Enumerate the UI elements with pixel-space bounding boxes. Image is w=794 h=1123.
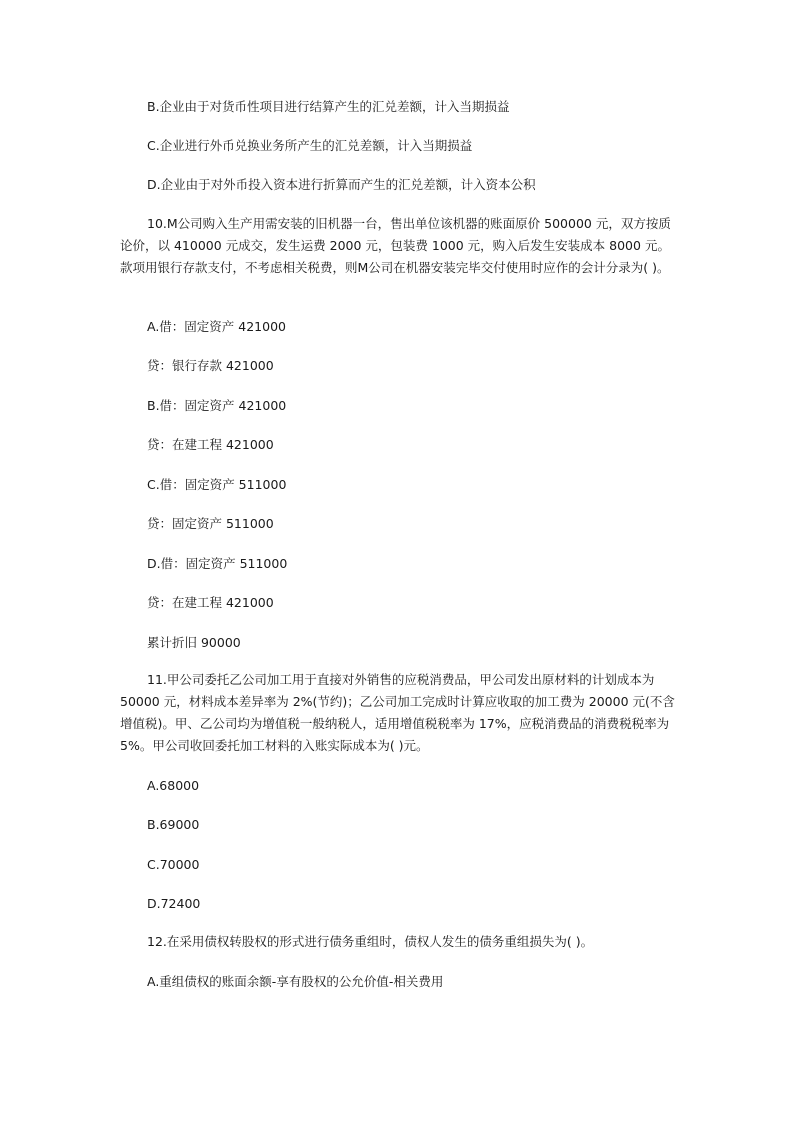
- question-10: 10.M公司购入生产用需安装的旧机器一台，售出单位该机器的账面原价 500000 元，双方按质论价，以 410000 元成交，发生运费 2000 元，包装费 1000 元，购入后发生安装成本 8000 元。款项用银行存款支付，不考虑相关税费，则M公司在机器安装完毕交付使用时应作的会计分录为( )。: [120, 216, 671, 275]
- option-d-exchange: D.企业由于对外币投入资本进行折算而产生的汇兑差额，计入资本公积: [147, 177, 536, 192]
- q10-option-c-debit: C.借：固定资产 511000: [147, 477, 287, 492]
- q10-option-a-debit: A.借：固定资产 421000: [147, 319, 286, 334]
- q11-option-a: A.68000: [147, 778, 200, 793]
- question-11: 11.甲公司委托乙公司加工用于直接对外销售的应税消费品，甲公司发出原材料的计划成本为 50000 元，材料成本差异率为 2%(节约)；乙公司加工完成时计算应收取的加工费为 20000 元(不含增值税)。甲、乙公司均为增值税一般纳税人，适用增值税税率为 17%，应税消费品的消费税税率为 5%。甲公司收回委托加工材料的入账实际成本为( )元。: [120, 672, 675, 753]
- q10-option-b-debit: B.借：固定资产 421000: [147, 398, 287, 413]
- question-12: 12.在采用债权转股权的形式进行债务重组时，债权人发生的债务重组损失为( )。: [147, 934, 594, 949]
- option-c-exchange: C.企业进行外币兑换业务所产生的汇兑差额，计入当期损益: [147, 138, 473, 153]
- q10-option-b-credit: 贷：在建工程 421000: [147, 437, 274, 452]
- q10-option-d-depreciation: 累计折旧 90000: [147, 635, 241, 650]
- q10-option-d-credit: 贷：在建工程 421000: [147, 595, 274, 610]
- q10-option-a-credit: 贷：银行存款 421000: [147, 358, 274, 373]
- q11-option-d: D.72400: [147, 896, 201, 911]
- q11-option-b: B.69000: [147, 817, 200, 832]
- q10-option-c-credit: 贷：固定资产 511000: [147, 516, 274, 531]
- q10-option-d-debit: D.借：固定资产 511000: [147, 556, 288, 571]
- q11-option-c: C.70000: [147, 857, 200, 872]
- q12-option-a: A.重组债权的账面余额-享有股权的公允价值-相关费用: [147, 974, 444, 989]
- option-b-exchange: B.企业由于对货币性项目进行结算产生的汇兑差额，计入当期损益: [147, 99, 510, 114]
